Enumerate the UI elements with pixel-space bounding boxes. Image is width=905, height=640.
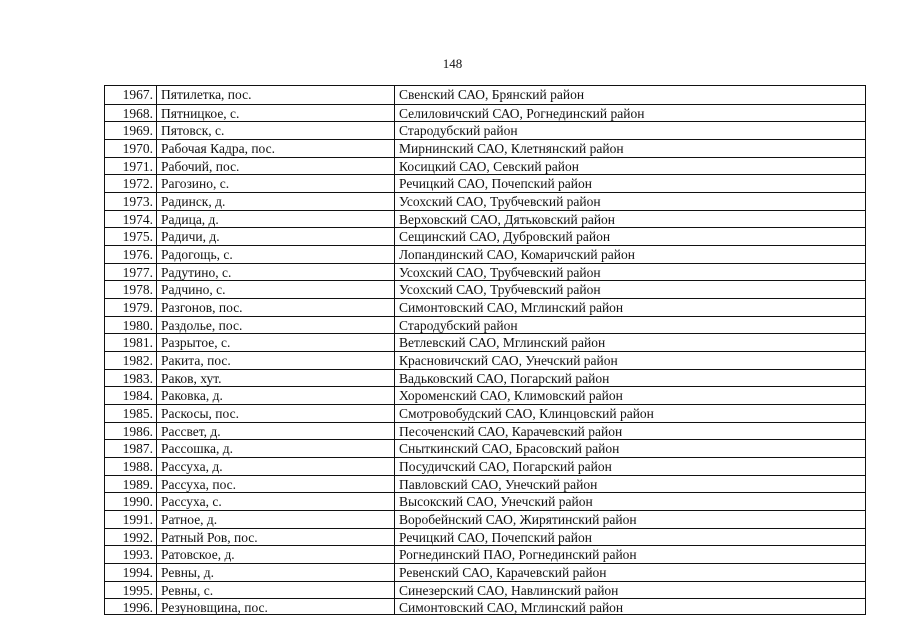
table-row — [105, 316, 865, 334]
settlement-name: Пятилетка, пос. — [161, 87, 252, 102]
administrative-district: Усохский САО, Трубчевский район — [399, 194, 601, 209]
table-row — [105, 121, 865, 139]
table-row — [105, 598, 865, 616]
administrative-district: Высокский САО, Унечский район — [399, 494, 593, 510]
administrative-district: Ревенский САО, Карачевский район — [399, 565, 607, 580]
settlement-name: Резуновщина, пос. — [161, 600, 268, 616]
row-number: 1971. — [122, 158, 153, 174]
table-row — [105, 86, 865, 104]
table-row — [105, 157, 865, 175]
row-number: 1979. — [122, 300, 153, 315]
administrative-district: Верховский САО, Дятьковский район — [399, 211, 616, 227]
table-row — [105, 528, 865, 546]
table-row — [105, 404, 865, 422]
settlement-name: Ревны, с. — [161, 582, 214, 598]
settlement-name: Разрытое, с. — [161, 335, 231, 351]
administrative-district: Красновичский САО, Унечский район — [399, 353, 618, 368]
row-number: 1988. — [122, 459, 153, 474]
administrative-district: Симонтовский САО, Мглинский район — [399, 300, 624, 315]
settlement-name: Рагозино, с. — [161, 176, 230, 192]
administrative-district: Симонтовский САО, Мглинский район — [399, 600, 624, 616]
table-row — [105, 492, 865, 510]
row-number: 1993. — [122, 547, 153, 563]
row-number: 1968. — [122, 105, 153, 121]
row-number: 1995. — [122, 582, 153, 598]
administrative-district: Селиловичский САО, Рогнединский район — [399, 105, 645, 121]
settlement-name: Разгонов, пос. — [161, 300, 243, 315]
row-number: 1996. — [122, 600, 153, 616]
settlement-name: Ратный Ров, пос. — [161, 529, 258, 545]
settlement-name: Радогощь, с. — [161, 247, 233, 262]
row-number: 1985. — [122, 406, 153, 421]
table-row — [105, 139, 865, 157]
row-number: 1977. — [122, 264, 153, 280]
table-row — [105, 263, 865, 281]
settlement-name: Рассуха, д. — [161, 459, 223, 474]
administrative-district: Свенский САО, Брянский район — [399, 87, 585, 102]
table-row — [105, 581, 865, 599]
row-number: 1983. — [122, 370, 153, 386]
administrative-district: Синезерский САО, Навлинский район — [399, 582, 619, 598]
table-row — [105, 104, 865, 122]
administrative-district: Косицкий САО, Севский район — [399, 158, 579, 174]
administrative-district: Усохский САО, Трубчевский район — [399, 264, 601, 280]
table-row — [105, 545, 865, 563]
settlement-name: Раковка, д. — [161, 388, 223, 404]
administrative-district: Речицкий САО, Почепский район — [399, 529, 592, 545]
settlement-name: Рабочий, пос. — [161, 158, 240, 174]
settlement-name: Радутино, с. — [161, 264, 232, 280]
row-number: 1974. — [122, 211, 153, 227]
row-number: 1978. — [122, 282, 153, 298]
settlement-name: Раздолье, пос. — [161, 317, 243, 333]
row-number: 1986. — [122, 423, 153, 439]
administrative-district: Воробейнский САО, Жирятинский район — [399, 512, 637, 527]
administrative-district: Лопандинский САО, Комаричский район — [399, 247, 635, 262]
administrative-district: Стародубский район — [399, 123, 518, 139]
administrative-district: Смотровобудский САО, Клинцовский район — [399, 406, 654, 421]
administrative-district: Ветлевский САО, Мглинский район — [399, 335, 606, 351]
table-row — [105, 386, 865, 404]
settlement-name: Рассуха, пос. — [161, 476, 237, 492]
row-number: 1990. — [122, 494, 153, 510]
table-row — [105, 245, 865, 263]
row-number: 1969. — [122, 123, 153, 139]
settlement-name: Ратное, д. — [161, 512, 218, 527]
administrative-district: Посудичский САО, Погарский район — [399, 459, 612, 474]
row-number: 1973. — [122, 194, 153, 209]
row-number: 1982. — [122, 353, 153, 368]
row-number: 1972. — [122, 176, 153, 192]
table-row — [105, 439, 865, 457]
administrative-district: Сещинский САО, Дубровский район — [399, 229, 611, 245]
administrative-district: Хороменский САО, Климовский район — [399, 388, 623, 404]
settlement-name: Рассуха, с. — [161, 494, 222, 510]
table-row — [105, 457, 865, 475]
row-number: 1980. — [122, 317, 153, 333]
settlement-name: Радчино, с. — [161, 282, 226, 298]
row-number: 1976. — [122, 247, 153, 262]
settlement-name: Радинск, д. — [161, 194, 226, 209]
settlements-table — [104, 85, 866, 615]
settlement-name: Пятовск, с. — [161, 123, 225, 139]
settlement-name: Раскосы, пос. — [161, 406, 239, 421]
settlement-name: Рассвет, д. — [161, 423, 221, 439]
row-number: 1975. — [122, 229, 153, 245]
page-number: 148 — [442, 56, 463, 71]
table-row — [105, 351, 865, 369]
table-row — [105, 192, 865, 210]
settlement-name: Ракита, пос. — [161, 353, 231, 368]
administrative-district: Сныткинский САО, Брасовский район — [399, 441, 620, 457]
row-number: 1991. — [122, 512, 153, 527]
row-number: 1992. — [122, 529, 153, 545]
row-number: 1987. — [122, 441, 153, 457]
row-number: 1981. — [122, 335, 153, 351]
administrative-district: Песоченский САО, Карачевский район — [399, 423, 623, 439]
settlement-name: Ревны, д. — [161, 565, 214, 580]
row-number: 1984. — [122, 388, 153, 404]
table-row — [105, 563, 865, 581]
table-row — [105, 174, 865, 192]
settlement-name: Ратовское, д. — [161, 547, 235, 563]
table-row — [105, 333, 865, 351]
table-row — [105, 227, 865, 245]
settlement-name: Радичи, д. — [161, 229, 220, 245]
row-number: 1994. — [122, 565, 153, 580]
settlement-name: Радица, д. — [161, 211, 219, 227]
table-row — [105, 369, 865, 387]
settlement-name: Рабочая Кадра, пос. — [161, 141, 275, 156]
settlement-name: Раков, хут. — [161, 370, 222, 386]
administrative-district: Мирнинский САО, Клетнянский район — [399, 141, 624, 156]
table-row — [105, 475, 865, 493]
table-row — [105, 280, 865, 298]
administrative-district: Рогнединский ПАО, Рогнединский район — [399, 547, 637, 563]
table-row — [105, 298, 865, 316]
settlement-name: Пятницкое, с. — [161, 105, 240, 121]
table-row — [105, 422, 865, 440]
administrative-district: Павловский САО, Унечский район — [399, 476, 598, 492]
administrative-district: Стародубский район — [399, 317, 518, 333]
settlement-name: Рассошка, д. — [161, 441, 233, 457]
administrative-district: Вадьковский САО, Погарский район — [399, 370, 610, 386]
table-row — [105, 510, 865, 528]
row-number: 1970. — [122, 141, 153, 156]
administrative-district: Усохский САО, Трубчевский район — [399, 282, 601, 298]
administrative-district: Речицкий САО, Почепский район — [399, 176, 592, 192]
row-number: 1967. — [122, 87, 153, 102]
table-row — [105, 210, 865, 228]
row-number: 1989. — [122, 476, 153, 492]
